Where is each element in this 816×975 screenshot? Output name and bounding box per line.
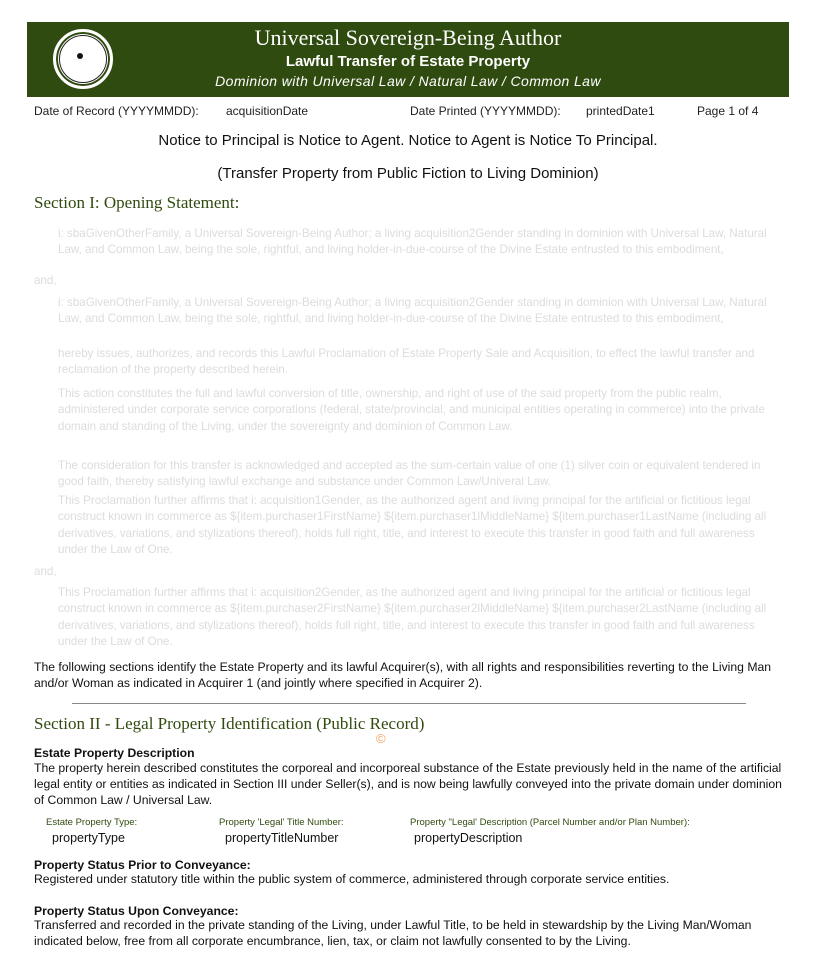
divider [72, 703, 746, 704]
section-2-title: Section II - Legal Property Identification (Public Record) [34, 714, 425, 733]
paragraph-3: hereby issues, authorizes, and records this Lawful Proclamation of Estate Property Sale and Acquisition, to effect the lawful transfer and reclamation of the property described herein. [58, 347, 755, 377]
header-title: Universal Sovereign-Being Author [254, 25, 562, 50]
document-header [27, 22, 789, 97]
and-1: and, [34, 274, 57, 287]
closing-statement: The following sections identify the Estate Property and its lawful Acquirer(s), with all rights and responsibilities reverting to the Living Man and/or Woman as indicated in Acquirer 1 (and jointly where specified in Acquirer 2). [34, 660, 772, 690]
printed-date-label: Date Printed (YYYYMMDD): [410, 104, 561, 118]
and-2: and, [34, 565, 57, 578]
paragraph-7: This Proclamation further affirms that i: acquisition2Gender, as the authorized agent and living principal for the artificial or fictitious legal construct known in commerce as ${item.purchaser2FirstName} ${item.purchaser2lMiddleName} ${item.purchaser2LastName (including all derivatives, variations, and stylizations thereof), holds full right, title, and interest to execute this transfer in good faith and full awareness under the Law of One. [58, 586, 767, 648]
seal-logo-icon [53, 29, 113, 89]
printed-date-value: printedDate1 [586, 104, 655, 118]
paragraph-4: This action constitutes the full and lawful conversion of title, ownership, and right of use of the said property from the public realm, administered under corporate service corporations (federal, state/provincial, and municipal entities operating in commerce) into the private domain and standing of the Living, under the sovereignty and dominion of Common Law. [58, 387, 765, 433]
header-subtitle: Lawful Transfer of Estate Property [285, 53, 531, 70]
notice-statement: Notice to Principal is Notice to Agent. Notice to Agent is Notice To Principal. [158, 132, 658, 149]
copyright-watermark: © [376, 731, 386, 746]
prior-status-heading: Property Status Prior to Conveyance: [34, 858, 251, 872]
property-type-value: propertyType [52, 831, 125, 845]
paragraph-1: i: sbaGivenOtherFamily, a Universal Sovereign-Being Author; a living acquisition2Gender standing in dominion with Universal Law, Natural Law, and Common Law, being the sole, rightful, and living holder-in-due-course of the Divine Estate entrusted to this embodiment, [58, 227, 767, 257]
title-number-value: propertyTitleNumber [225, 831, 339, 845]
section-1-title: Section I: Opening Statement: [34, 193, 240, 212]
upon-status-heading: Property Status Upon Conveyance: [34, 904, 239, 918]
record-date-label: Date of Record (YYYYMMDD): [34, 104, 199, 118]
sub-notice: (Transfer Property from Public Fiction to Living Dominion) [217, 165, 599, 182]
description-text: The property herein described constitutes the corporeal and incorporeal substance of the Estate previously held in the name of the artificial legal entity or entities as indicated in Section III under Seller(s), and is now being lawfully conveyed into the private domain under dominion of Common Law / Universal Law. [34, 761, 782, 807]
page-number: Page 1 of 4 [697, 104, 759, 118]
upon-status-text: Transferred and recorded in the private standing of the Living, under Lawful Title, to be held in stewardship by the Living Man/Woman indicated below, free from all corporate encumbrance, lien, tax, or claim not lawfully consented to by the Living. [34, 918, 752, 948]
legal-description-label: Property "Legal' Description (Parcel Number and/or Plan Number): [410, 817, 690, 828]
record-date-value: acquisitionDate [226, 104, 309, 118]
paragraph-5: The consideration for this transfer is acknowledged and accepted as the sum-certain value of one (1) silver coin or equivalent tendered in good faith, thereby satisfying lawful exchange and substance under Common Law/Univeral Law. [58, 459, 761, 489]
title-number-label: Property 'Legal' Title Number: [219, 817, 344, 828]
description-heading: Estate Property Description [34, 746, 195, 760]
header-tagline: Dominion with Universal Law / Natural Law / Common Law [215, 73, 601, 89]
prior-status-text: Registered under statutory title within the public system of commerce, administered through corporate service entities. [34, 872, 670, 886]
paragraph-6: This Proclamation further affirms that i: acquisition1Gender, as the authorized agent and living principal for the artificial or fictitious legal construct known in commerce as ${item.purchaser1FirstName} ${item.purchaser1lMiddleName} ${item.purchaser1LastName (including all derivatives, variations, and stylizations thereof), holds full right, title, and interest to execute this transfer in good faith and full awareness under the Law of One. [58, 494, 767, 556]
property-type-label: Estate Property Type: [46, 817, 138, 828]
legal-description-value: propertyDescription [414, 831, 523, 845]
paragraph-2: i: sbaGivenOtherFamily, a Universal Sovereign-Being Author; a living acquisition2Gender standing in dominion with Universal Law, Natural Law, and Common Law, being the sole, rightful, and living holder-in-due-course of the Divine Estate entrusted to this embodiment, [58, 296, 767, 326]
